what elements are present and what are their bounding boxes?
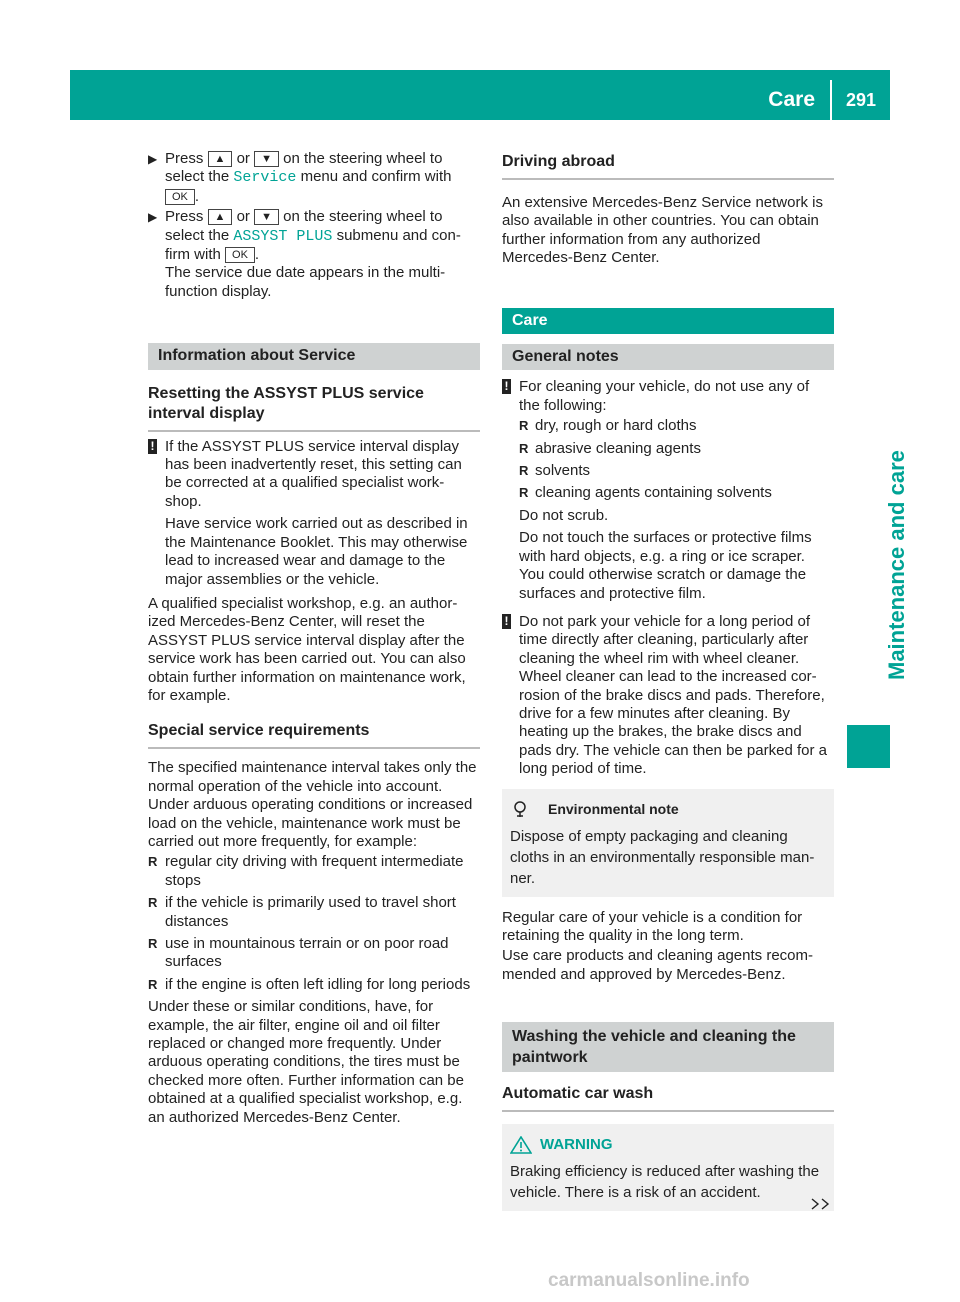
bullet-list: [519, 417, 834, 503]
step-arrow-icon: ▶: [148, 152, 158, 166]
submenu-name: ASSYST PLUS: [233, 227, 333, 245]
bullet-list: [148, 853, 480, 994]
list-item: R abrasive cleaning agents: [519, 439, 701, 457]
step-result: The service due date appears in the multi-function display.: [165, 264, 446, 300]
bullet-icon: R: [519, 418, 529, 434]
caution-note: ! If the ASSYST PLUS service interval display has been inadvertently reset, this setting can be corrected at a qualified specialist work-shop. Have service work carried out as described in the Maintenance Booklet. This may otherwise lead to increased wear and damage to the major assemblies or the vehicle.: [148, 438, 480, 589]
list-item: R solvents: [519, 462, 591, 480]
section-bar-washing: Washing the vehicle and cleaning the paintwork: [502, 1022, 834, 1072]
ok-key-icon: OK: [165, 189, 195, 205]
right-column: [502, 150, 834, 1223]
section-bar-care: Care: [502, 308, 834, 334]
environmental-note: Environmental note Dispose of empty packaging and cleaning cloths in an environmentally responsible man-ner.: [502, 789, 834, 897]
up-key-icon: ▲: [208, 209, 233, 225]
exclamation-icon: !: [502, 379, 511, 394]
heading: Automatic car wash: [502, 1084, 834, 1112]
down-key-icon: ▼: [254, 151, 279, 167]
instruction-step: ▶ Press ▲ or ▼ on the steering wheel to select the ASSYST PLUS submenu and con-firm with OK . The service due date appears in the multi-function display.: [148, 208, 480, 301]
step-arrow-icon: ▶: [148, 210, 158, 225]
paragraph: The specified maintenance interval takes only the normal operation of the vehicle into account. Under arduous operating conditions or increased load on the vehicle, maintenance work must be carried out more frequently, for example:: [148, 759, 477, 850]
paragraph: Use care products and cleaning agents recom-mended and approved by Mercedes-Benz.: [502, 947, 814, 983]
watermark: carmanualsonline.info: [548, 1270, 750, 1291]
bullet-icon: R: [148, 854, 158, 870]
bullet-icon: R: [148, 976, 158, 992]
paragraph: Under these or similar conditions, have, for example, the air filter, engine oil and oil filter replaced or changed more frequently. Under arduous operating conditions, the tires must be checked more often. Further information can be obtained at a qualified specialist workshop, e.g. an authorized Mercedes-Benz Center.: [148, 998, 464, 1126]
heading: Special service requirements: [148, 721, 480, 749]
caution-note: ! For cleaning your vehicle, do not use any of the following: R dry, rough or hard cloths R abrasive cleaning agents R solvents R cleaning agents containing solvents Do not scrub. Do not touch the surfaces or protective films with hard objects, e.g. a ring or ice scraper. You could otherwise scratch or damage the surfaces and protective film.: [502, 378, 834, 602]
environment-bulb-icon: [510, 800, 534, 818]
list-item: R dry, rough or hard cloths: [519, 417, 697, 435]
page-number: 291: [845, 90, 877, 110]
ok-key-icon: OK: [225, 247, 255, 263]
chapter-title: Care: [768, 88, 815, 111]
list-item: R if the vehicle is primarily used to travel short distances: [148, 894, 456, 930]
bullet-icon: R: [519, 463, 529, 479]
exclamation-icon: !: [502, 614, 511, 629]
up-key-icon: ▲: [208, 151, 233, 167]
bullet-icon: R: [148, 895, 158, 911]
warning-triangle-icon: [510, 1136, 532, 1154]
bullet-icon: R: [519, 440, 529, 456]
section-bar-general: General notes: [502, 344, 834, 370]
page-header: [70, 70, 890, 120]
warning-box: WARNING Braking efficiency is reduced after washing the vehicle. There is a risk of an accident.: [502, 1124, 834, 1211]
instruction-step: ▶ Press ▲ or ▼ on the steering wheel to select the Service menu and confirm with OK .: [148, 150, 452, 205]
side-tab-marker: [847, 725, 890, 768]
list-item: R cleaning agents containing solvents: [519, 484, 772, 502]
exclamation-icon: !: [148, 439, 157, 454]
environmental-note-text: Dispose of empty packaging and cleaning cloths in an environmentally responsible man-ner.: [510, 827, 815, 887]
paragraph: An extensive Mercedes-Benz Service network is also available in other countries. You can obtain further information from any authorized Mercedes-Benz Center.: [502, 194, 823, 267]
list-item: R if the engine is often left idling for long periods: [148, 975, 471, 993]
warning-text: Braking efficiency is reduced after washing the vehicle. There is a risk of an accident.: [510, 1163, 820, 1202]
down-key-icon: ▼: [254, 209, 279, 225]
side-tab-label: Maintenance and care: [884, 450, 909, 680]
heading: Resetting the ASSYST PLUS service interval display: [148, 384, 480, 432]
heading: Driving abroad: [502, 152, 834, 180]
bullet-icon: R: [148, 936, 158, 951]
caution-note: ! Do not park your vehicle for a long period of time directly after cleaning, particularly after cleaning the wheel rim with wheel cleaner. Wheel cleaner can lead to the increased cor-rosion of the brake discs and pads. Therefore, drive for a few minutes after cleaning. By heating up the brakes, the brake discs and pads dry. The vehicle can then be parked for a long period of time.: [502, 613, 834, 779]
side-tab: [854, 450, 909, 712]
section-bar: Information about Service: [148, 343, 480, 369]
list-item: R use in mountainous terrain or on poor road surfaces: [148, 935, 449, 971]
left-column: [148, 150, 480, 1127]
paragraph: Regular care of your vehicle is a condition for retaining the quality in the long term.: [502, 908, 803, 944]
paragraph: A qualified specialist workshop, e.g. an author-ized Mercedes-Benz Center, will reset the ASSYST PLUS service interval display after the service work has been carried out. You can also obtain further information on maintenance work, for example.: [148, 594, 466, 704]
continue-arrow-icon: [810, 1196, 834, 1212]
list-item: R regular city driving with frequent intermediate stops: [148, 853, 464, 889]
bullet-icon: R: [519, 485, 529, 501]
menu-name: Service: [233, 169, 297, 187]
